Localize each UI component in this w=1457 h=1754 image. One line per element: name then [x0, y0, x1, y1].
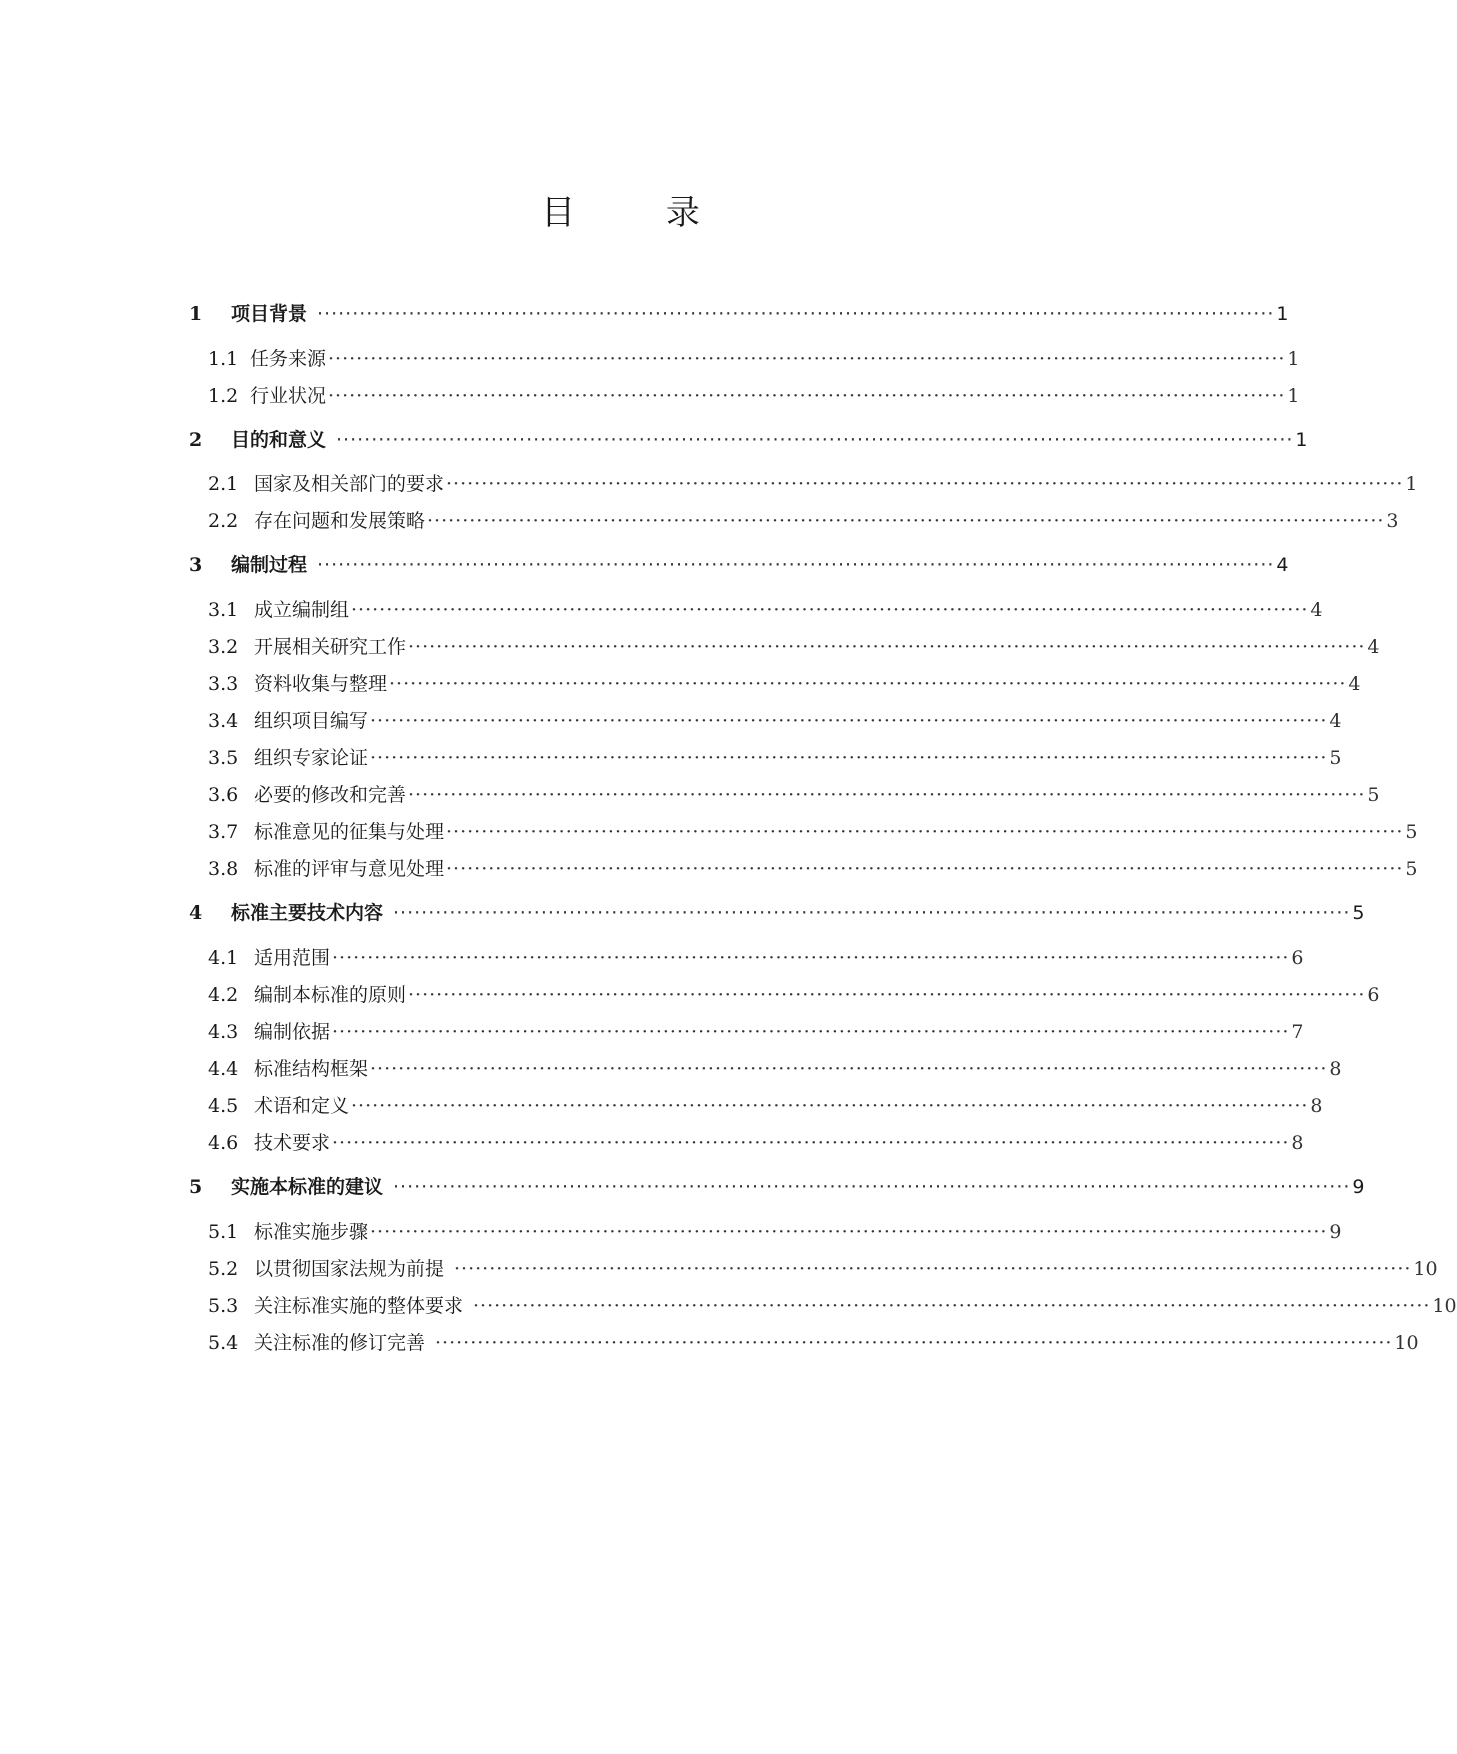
toc-entry-page: 9: [1329, 1221, 1342, 1243]
toc-entry-number: 4.4: [208, 1058, 239, 1080]
toc-entry-3-8[interactable]: [208, 858, 1418, 880]
toc-entry-label: 术语和定义: [254, 1095, 350, 1117]
toc-entry-label: 行业状况: [250, 385, 327, 407]
toc-entry-number: 3: [189, 554, 203, 576]
toc-entry-label: 存在问题和发展策略: [254, 510, 426, 532]
toc-entry-page: 9: [1352, 1176, 1365, 1198]
toc-entry-page: 4: [1329, 710, 1342, 732]
toc-dot-leader: ········································································································································: [317, 554, 1275, 576]
toc-entry-number: 1: [189, 303, 203, 325]
toc-entry-page: 4: [1348, 673, 1361, 695]
toc-dot-leader: ········································································································································: [446, 473, 1404, 495]
toc-entry-number: 5.2: [208, 1258, 239, 1280]
toc-entry-label: 项目背景: [231, 303, 308, 325]
toc-entry-3-2[interactable]: [208, 636, 1380, 658]
toc-entry-label: 编制过程: [231, 554, 308, 576]
toc-entry-label: 技术要求: [254, 1132, 331, 1154]
toc-entry-4-2[interactable]: [208, 984, 1380, 1006]
toc-entry-1[interactable]: [189, 303, 1289, 325]
toc-entry-number: 5.4: [208, 1332, 239, 1354]
toc-entry-5-1[interactable]: [208, 1221, 1342, 1243]
toc-entry-label: 必要的修改和完善: [254, 784, 407, 806]
toc-entry-number: 2.1: [208, 473, 239, 495]
toc-entry-number: 3.6: [208, 784, 239, 806]
toc-dot-leader: ········································································································································: [328, 348, 1286, 370]
toc-entry-label: 目的和意义: [231, 429, 327, 451]
toc-entry-page: 5: [1405, 821, 1418, 843]
toc-entry-label: 资料收集与整理: [254, 673, 388, 695]
toc-entry-1-1[interactable]: [208, 348, 1300, 370]
toc-entry-number: 4.6: [208, 1132, 239, 1154]
toc-entry-number: 4: [189, 902, 203, 924]
page-title: 目 录: [541, 193, 740, 233]
toc-entry-number: 3.1: [208, 599, 239, 621]
toc-entry-number: 5.3: [208, 1295, 239, 1317]
toc-entry-2-2[interactable]: [208, 510, 1399, 532]
toc-entry-number: 3.8: [208, 858, 239, 880]
toc-dot-leader: ········································································································································: [393, 902, 1351, 924]
toc-entry-4-3[interactable]: [208, 1021, 1304, 1043]
toc-entry-number: 3.5: [208, 747, 239, 769]
toc-dot-leader: ········································································································································: [435, 1332, 1393, 1354]
toc-entry-label: 标准的评审与意见处理: [254, 858, 445, 880]
toc-entry-number: 4.2: [208, 984, 239, 1006]
toc-dot-leader: ········································································································································: [408, 636, 1366, 658]
toc-entry-label: 标准主要技术内容: [231, 902, 384, 924]
toc-entry-4-6[interactable]: [208, 1132, 1304, 1154]
toc-entry-4-1[interactable]: [208, 947, 1304, 969]
toc-entry-3-5[interactable]: [208, 747, 1342, 769]
toc-dot-leader: ········································································································································: [370, 1058, 1328, 1080]
toc-entry-label: 标准意见的征集与处理: [254, 821, 445, 843]
toc-dot-leader: ········································································································································: [370, 710, 1328, 732]
toc-dot-leader: ········································································································································: [370, 747, 1328, 769]
toc-entry-3-3[interactable]: [208, 673, 1361, 695]
toc-entry-number: 4.5: [208, 1095, 239, 1117]
toc-dot-leader: ········································································································································: [332, 1132, 1290, 1154]
toc-entry-page: 1: [1276, 303, 1289, 325]
toc-entry-page: 1: [1405, 473, 1418, 495]
toc-entry-label: 以贯彻国家法规为前提: [254, 1258, 445, 1280]
toc-entry-label: 实施本标准的建议: [231, 1176, 384, 1198]
toc-dot-leader: ········································································································································: [336, 429, 1294, 451]
toc-entry-label: 标准结构框架: [254, 1058, 369, 1080]
toc-entry-4[interactable]: [189, 902, 1365, 924]
toc-entry-page: 8: [1310, 1095, 1323, 1117]
toc-entry-number: 2.2: [208, 510, 239, 532]
toc-entry-label: 编制本标准的原则: [254, 984, 407, 1006]
toc-entry-page: 5: [1367, 784, 1380, 806]
toc-dot-leader: ········································································································································: [351, 1095, 1309, 1117]
toc-dot-leader: ········································································································································: [389, 673, 1347, 695]
toc-entry-label: 国家及相关部门的要求: [254, 473, 445, 495]
toc-entry-number: 3.3: [208, 673, 239, 695]
toc-entry-number: 5.1: [208, 1221, 239, 1243]
toc-entry-label: 成立编制组: [254, 599, 350, 621]
toc-dot-leader: ········································································································································: [328, 385, 1286, 407]
toc-dot-leader: ········································································································································: [393, 1176, 1351, 1198]
toc-entry-page: 4: [1310, 599, 1323, 621]
toc-entry-page: 1: [1295, 429, 1308, 451]
toc-dot-leader: ········································································································································: [408, 984, 1366, 1006]
toc-dot-leader: ········································································································································: [454, 1258, 1412, 1280]
toc-entry-label: 组织专家论证: [254, 747, 369, 769]
toc-entry-2-1[interactable]: [208, 473, 1418, 495]
toc-entry-page: 6: [1291, 947, 1304, 969]
toc-entry-number: 1.1: [208, 348, 239, 370]
toc-entry-5-2[interactable]: [208, 1258, 1438, 1280]
toc-entry-page: 4: [1367, 636, 1380, 658]
toc-dot-leader: ········································································································································: [408, 784, 1366, 806]
toc-entry-3[interactable]: [189, 554, 1289, 576]
toc-entry-1-2[interactable]: [208, 385, 1300, 407]
toc-dot-leader: ········································································································································: [446, 858, 1404, 880]
toc-entry-label: 组织项目编写: [254, 710, 369, 732]
toc-entry-3-7[interactable]: [208, 821, 1418, 843]
toc-entry-page: 10: [1432, 1295, 1457, 1317]
toc-entry-number: 1.2: [208, 385, 239, 407]
toc-dot-leader: ········································································································································: [332, 1021, 1290, 1043]
toc-entry-label: 开展相关研究工作: [254, 636, 407, 658]
toc-entry-number: 2: [189, 429, 203, 451]
toc-entry-5[interactable]: [189, 1176, 1365, 1198]
toc-entry-3-1[interactable]: [208, 599, 1323, 621]
toc-dot-leader: ········································································································································: [473, 1295, 1431, 1317]
toc-entry-5-3[interactable]: [208, 1295, 1457, 1317]
toc-entry-number: 5: [189, 1176, 203, 1198]
toc-entry-page: 8: [1291, 1132, 1304, 1154]
toc-dot-leader: ········································································································································: [370, 1221, 1328, 1243]
toc-dot-leader: ········································································································································: [332, 947, 1290, 969]
toc-entry-3-6[interactable]: [208, 784, 1380, 806]
toc-dot-leader: ········································································································································: [446, 821, 1404, 843]
toc-entry-number: 4.1: [208, 947, 239, 969]
toc-entry-5-4[interactable]: [208, 1332, 1419, 1354]
toc-entry-2[interactable]: [189, 429, 1308, 451]
toc-entry-number: 4.3: [208, 1021, 239, 1043]
toc-entry-number: 3.2: [208, 636, 239, 658]
toc-entry-number: 3.4: [208, 710, 239, 732]
toc-entry-page: 10: [1394, 1332, 1419, 1354]
toc-entry-label: 关注标准实施的整体要求: [254, 1295, 464, 1317]
toc-entry-label: 编制依据: [254, 1021, 331, 1043]
toc-entry-4-4[interactable]: [208, 1058, 1342, 1080]
toc-dot-leader: ········································································································································: [317, 303, 1275, 325]
toc-entry-page: 6: [1367, 984, 1380, 1006]
toc-entry-page: 4: [1276, 554, 1289, 576]
toc-entry-label: 适用范围: [254, 947, 331, 969]
toc-entry-page: 5: [1405, 858, 1418, 880]
toc-entry-3-4[interactable]: [208, 710, 1342, 732]
toc-entry-page: 3: [1386, 510, 1399, 532]
toc-entry-page: 1: [1287, 385, 1300, 407]
toc-entry-page: 7: [1291, 1021, 1304, 1043]
toc-entry-number: 3.7: [208, 821, 239, 843]
toc-entry-page: 5: [1352, 902, 1365, 924]
toc-entry-label: 关注标准的修订完善: [254, 1332, 426, 1354]
toc-dot-leader: ········································································································································: [427, 510, 1385, 532]
toc-entry-page: 8: [1329, 1058, 1342, 1080]
toc-entry-label: 任务来源: [250, 348, 327, 370]
toc-entry-page: 10: [1413, 1258, 1438, 1280]
toc-entry-4-5[interactable]: [208, 1095, 1323, 1117]
toc-entry-page: 1: [1287, 348, 1300, 370]
toc-dot-leader: ········································································································································: [351, 599, 1309, 621]
toc-entry-page: 5: [1329, 747, 1342, 769]
toc-entry-label: 标准实施步骤: [254, 1221, 369, 1243]
